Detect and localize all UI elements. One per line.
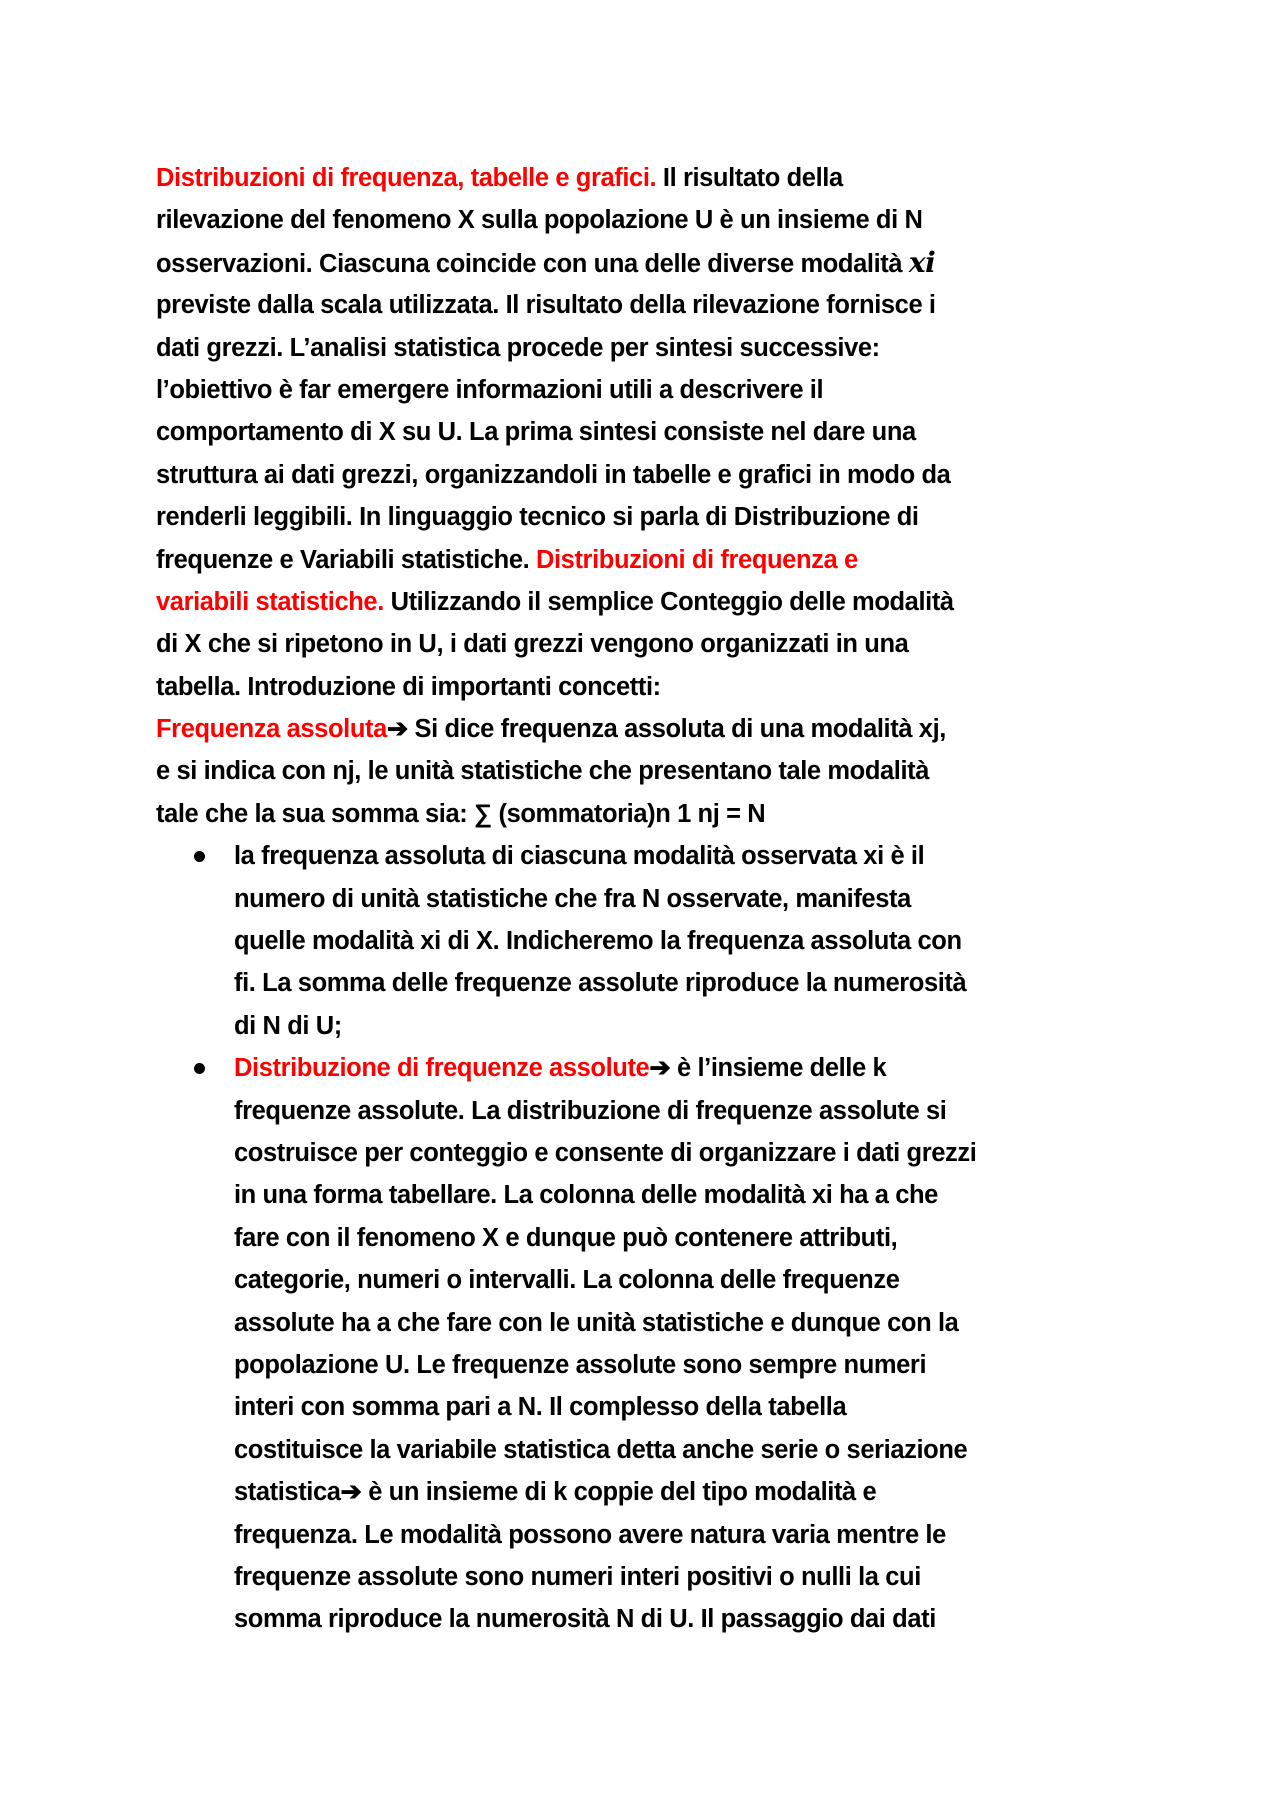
body-text: frequenza. Le modalità possono avere natura varia mentre le (234, 1520, 946, 1549)
math-symbol: xi (908, 245, 936, 279)
text-line (156, 1132, 1146, 1174)
body-text: in una forma tabellare. La colonna delle modalità xi ha a che (234, 1181, 938, 1210)
text-line (156, 623, 1146, 665)
text-line (156, 920, 1146, 962)
bullet-icon (194, 1063, 205, 1074)
document-body (156, 157, 1146, 1641)
body-text: assolute ha a che fare con le unità statistiche e dunque con la (234, 1308, 959, 1337)
body-text: interi con somma pari a N. Il complesso della tabella (234, 1393, 847, 1422)
body-text: Il risultato della (656, 164, 843, 192)
text-line (156, 242, 1146, 284)
body-text: popolazione U. Le frequenze assolute sono sempre numeri (234, 1350, 927, 1379)
text-line (156, 157, 1146, 199)
body-text: frequenze assolute. La distribuzione di frequenze assolute si (234, 1096, 947, 1125)
text-line (156, 1429, 1146, 1471)
body-text: costituisce la variabile statistica detta anche serie o seriazione (234, 1435, 968, 1464)
text-line (156, 454, 1146, 496)
text-line (156, 1302, 1146, 1344)
text-line (156, 1259, 1146, 1301)
text-line (156, 411, 1146, 453)
body-text: ➔ è l’insieme delle k (649, 1054, 887, 1083)
body-text: quelle modalità xi di X. Indicheremo la frequenza assoluta con (234, 927, 962, 956)
body-text: frequenze assolute sono numeri interi positivi o nulli la cui (234, 1562, 921, 1591)
body-text: tale che la sua somma sia: ∑ (sommatoria)n 1 nj = N (156, 799, 766, 828)
body-text: Utilizzando il semplice Conteggio delle modalità (383, 587, 954, 616)
text-line (156, 1174, 1146, 1216)
text-line (156, 793, 1146, 835)
heading-text: Distribuzione di frequenze assolute (234, 1054, 650, 1083)
text-line (156, 1005, 1146, 1047)
heading-text: Frequenza assoluta (156, 715, 387, 744)
body-text: fi. La somma delle frequenze assolute riproduce la numerosità (234, 969, 967, 998)
heading-text: Distribuzioni di frequenza e (535, 545, 858, 574)
body-text: e si indica con nj, le unità statistiche che presentano tale modalità (156, 757, 930, 786)
body-text: tabella. Introduzione di importanti concetti: (156, 672, 661, 701)
text-line (156, 750, 1146, 792)
body-text: fare con il fenomeno X e dunque può contenere attributi, (234, 1223, 898, 1252)
text-line (156, 539, 1146, 581)
body-text: renderli leggibili. In linguaggio tecnico si parla di Distribuzione di (156, 503, 919, 532)
text-line (156, 1217, 1146, 1259)
text-line (156, 284, 1146, 326)
text-line (156, 666, 1146, 708)
text-line (156, 199, 1146, 241)
body-text: previste dalla scala utilizzata. Il risultato della rilevazione fornisce i (156, 291, 936, 320)
body-text: l’obiettivo è far emergere informazioni utili a descrivere il (156, 375, 824, 404)
text-line (156, 496, 1146, 538)
text-line (156, 1598, 1146, 1640)
text-line (156, 327, 1146, 369)
body-text: dati grezzi. L’analisi statistica procede per sintesi successive: (156, 333, 880, 362)
bullet-icon (194, 851, 205, 862)
body-text: categorie, numeri o intervalli. La colonna delle frequenze (234, 1266, 900, 1295)
body-text: costruisce per conteggio e consente di organizzare i dati grezzi (234, 1138, 977, 1167)
heading-text: Distribuzioni di frequenza, tabelle e grafici. (156, 164, 657, 192)
bullet-list-item (156, 1047, 1146, 1089)
body-text: rilevazione del fenomeno X sulla popolazione U è un insieme di N (156, 206, 923, 235)
body-text: somma riproduce la numerosità N di U. Il passaggio dai dati (234, 1605, 936, 1634)
body-text: comportamento di X su U. La prima sintesi consiste nel dare una (156, 418, 916, 447)
body-text: frequenze e Variabili statistiche. (156, 545, 536, 574)
text-line (156, 1344, 1146, 1386)
text-line (156, 878, 1146, 920)
body-text: la frequenza assoluta di ciascuna modalità osservata xi è il (234, 842, 925, 871)
text-line (156, 708, 1146, 750)
text-line (156, 581, 1146, 623)
body-text: statistica➔ è un insieme di k coppie del tipo modalità e (234, 1478, 877, 1507)
body-text: numero di unità statistiche che fra N osservate, manifesta (234, 884, 911, 913)
body-text: di X che si ripetono in U, i dati grezzi vengono organizzati in una (156, 630, 909, 659)
text-line (156, 1471, 1146, 1513)
text-line (156, 1514, 1146, 1556)
body-text: struttura ai dati grezzi, organizzandoli in tabelle e grafici in modo da (156, 460, 951, 489)
text-line (156, 1556, 1146, 1598)
bullet-list-item (156, 835, 1146, 877)
body-text: ➔ Si dice frequenza assoluta di una modalità xj, (386, 715, 946, 744)
text-line (156, 1090, 1146, 1132)
text-line (156, 962, 1146, 1004)
body-text: di N di U; (234, 1011, 342, 1040)
text-line (156, 369, 1146, 411)
text-line (156, 1386, 1146, 1428)
body-text: osservazioni. Ciascuna coincide con una delle diverse modalità (156, 249, 909, 278)
heading-text: variabili statistiche. (156, 587, 384, 616)
